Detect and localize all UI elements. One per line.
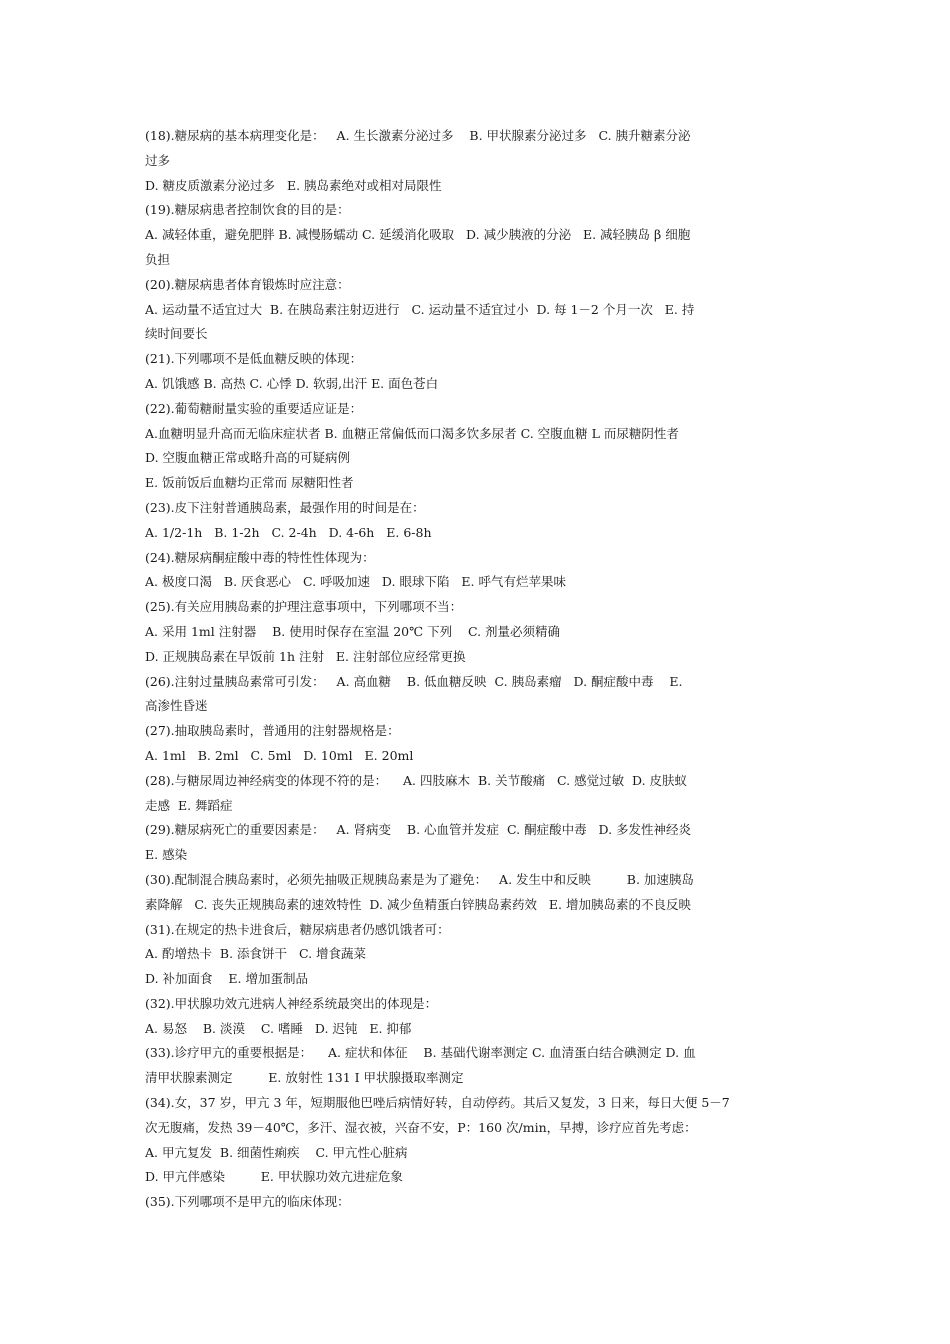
text-line: 过多	[145, 152, 171, 168]
text-line: D. 补加面食 E. 增加蛋制品	[145, 971, 308, 987]
text-line: (24).糖尿病酮症酸中毒的特性性体现为：	[145, 549, 375, 565]
text-line: E. 感染	[145, 847, 188, 863]
text-line: A. 酌增热卡 B. 添食饼干 C. 增食蔬菜	[145, 946, 367, 962]
text-line: (34).女，37 岁，甲亢 3 年，短期服他巴唑后病情好转，自动停药。其后又复发，3 日来，每日大便 5－7	[145, 1095, 730, 1111]
text-line: (30).配制混合胰岛素时，必须先抽吸正规胰岛素是为了避免： A. 发生中和反映 B. 加速胰岛	[145, 871, 694, 887]
text-line: 素降解 C. 丧失正规胰岛素的速效特性 D. 减少鱼精蛋白锌胰岛素药效 E. 增加胰岛素的不良反映	[145, 896, 691, 912]
text-line: (31).在规定的热卡进食后，糖尿病患者仍感饥饿者可：	[145, 921, 450, 937]
text-line: (33).诊疗甲亢的重要根据是： A. 症状和体征 B. 基础代谢率测定 C. 血清蛋白结合碘测定 D. 血	[145, 1045, 696, 1061]
text-line: (26).注射过量胰岛素常可引发： A. 高血糖 B. 低血糖反映 C. 胰岛素瘤 D. 酮症酸中毒 E.	[145, 673, 683, 689]
text-line: 次无腹痛，发热 39－40℃，多汗、湿衣被，兴奋不安，P：160 次/min，早搏，诊疗应首先考虑：	[145, 1119, 697, 1135]
text-line: 清甲状腺素测定 E. 放射性 131 I 甲状腺摄取率测定	[145, 1070, 464, 1086]
text-line: 负担	[145, 251, 171, 267]
text-line: 高渗性昏迷	[145, 698, 208, 714]
text-line: A.血糖明显升高而无临床症状者 B. 血糖正常偏低而口渴多饮多尿者 C. 空腹血糖 L 而尿糖阴性者	[145, 425, 679, 441]
text-line: (18).糖尿病的基本病理变化是： A. 生长激素分泌过多 B. 甲状腺素分泌过多 C. 胰升糖素分泌	[145, 128, 691, 143]
text-line: 续时间要长	[145, 326, 208, 342]
text-line: A. 采用 1ml 注射器 B. 使用时保存在室温 20℃ 下列 C. 剂量必须精确	[145, 623, 561, 639]
text-line: E. 饭前饭后血糖均正常而 尿糖阳性者	[145, 475, 354, 491]
text-line: (27).抽取胰岛素时，普通用的注射器规格是：	[145, 723, 400, 739]
text-line: (32).甲状腺功效亢进病人神经系统最突出的体现是：	[145, 995, 438, 1011]
text-line: A. 1ml B. 2ml C. 5ml D. 10ml E. 20ml	[145, 747, 414, 763]
text-line: D. 甲亢伴感染 E. 甲状腺功效亢进症危象	[145, 1169, 403, 1185]
text-line: D. 正规胰岛素在早饭前 1h 注射 E. 注射部位应经常更换	[145, 648, 466, 664]
text-line: (23).皮下注射普通胰岛素，最强作用的时间是在：	[145, 499, 425, 515]
text-line: (21).下列哪项不是低血糖反映的体现：	[145, 351, 363, 367]
text-line: A. 甲亢复发 B. 细菌性痢疾 C. 甲亢性心脏病	[145, 1144, 408, 1160]
text-line: A. 减轻体重，避免肥胖 B. 减慢肠蠕动 C. 延缓消化吸取 D. 减少胰液的分泌 E. 减轻胰岛 β 细胞	[145, 227, 691, 243]
text-line: 走感 E. 舞蹈症	[145, 797, 233, 813]
text-line: A. 1/2-1h B. 1-2h C. 2-4h D. 4-6h E. 6-8h	[145, 524, 432, 540]
document-page	[145, 124, 810, 1215]
text-line: A. 易怒 B. 淡漠 C. 嗜睡 D. 迟钝 E. 抑郁	[145, 1020, 412, 1036]
text-line: (29).糖尿病死亡的重要因素是： A. 肾病变 B. 心血管并发症 C. 酮症酸中毒 D. 多发性神经炎	[145, 822, 692, 838]
text-line: (28).与糖尿周边神经病变的体现不符的是： A. 四肢麻木 B. 关节酸痛 C. 感觉过敏 D. 皮肤蚁	[145, 772, 688, 788]
text-line: D. 空腹血糖正常或略升高的可疑病例	[145, 450, 351, 466]
text-line: (35).下列哪项不是甲亢的临床体现：	[145, 1194, 350, 1210]
text-line: (20).糖尿病患者体育锻炼时应注意：	[145, 276, 350, 292]
text-line: A. 极度口渴 B. 厌食恶心 C. 呼吸加速 D. 眼球下陷 E. 呼气有烂苹果味	[145, 574, 566, 590]
text-line: D. 糖皮质激素分泌过多 E. 胰岛素绝对或相对局限性	[145, 177, 442, 193]
text-line: (22).葡萄糖耐量实验的重要适应证是：	[145, 400, 363, 416]
text-line: A. 饥饿感 B. 高热 C. 心悸 D. 软弱,出汗 E. 面色苍白	[145, 375, 439, 391]
text-line: (25).有关应用胰岛素的护理注意事项中，下列哪项不当：	[145, 599, 463, 615]
text-line: A. 运动量不适宜过大 B. 在胰岛素注射迈进行 C. 运动量不适宜过小 D. 每 1－2 个月一次 E. 持	[145, 301, 695, 317]
text-line: (19).糖尿病患者控制饮食的目的是：	[145, 202, 350, 218]
